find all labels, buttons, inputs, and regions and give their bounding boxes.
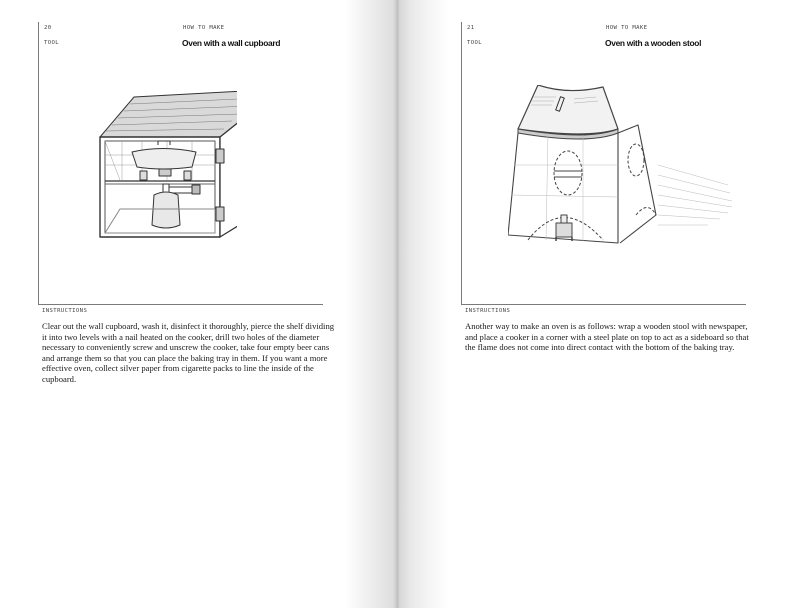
left-page (0, 0, 393, 608)
section-label: TOOL (44, 40, 60, 46)
page-title: Oven with a wooden stool (605, 38, 702, 48)
instructions-label: INSTRUCTIONS (42, 308, 88, 314)
wall-cupboard-oven-illustration (92, 85, 237, 245)
page-number: 21 (467, 25, 475, 31)
right-page (423, 0, 787, 608)
wooden-stool-oven-illustration (508, 85, 738, 255)
page-title: Oven with a wall cupboard (182, 38, 281, 48)
page-number: 20 (44, 25, 52, 31)
instructions-text: Clear out the wall cupboard, wash it, disinfect it thoroughly, pierce the shelf dividing it into two levels with a nail heated on the cooker, drill two holes of the diameter necessary to conveniently screw and unscrew the cooker, take four empty beer cans and arrange them so that you can place the baking tray in them. If you want a more effective oven, collect silver paper from cigarette packs to line the inside of the cupboard. (42, 321, 335, 384)
instructions-text: Another way to make an oven is as follows: wrap a wooden stool with newspaper, and place a cooker in a corner with a steel plate on top to act as a sideboard so that the flame does not come into direct contact with the bottom of the baking tray. (465, 321, 749, 353)
running-head: HOW TO MAKE (606, 25, 648, 31)
instructions-label: INSTRUCTIONS (465, 308, 511, 314)
running-head: HOW TO MAKE (183, 25, 225, 31)
section-label: TOOL (467, 40, 483, 46)
